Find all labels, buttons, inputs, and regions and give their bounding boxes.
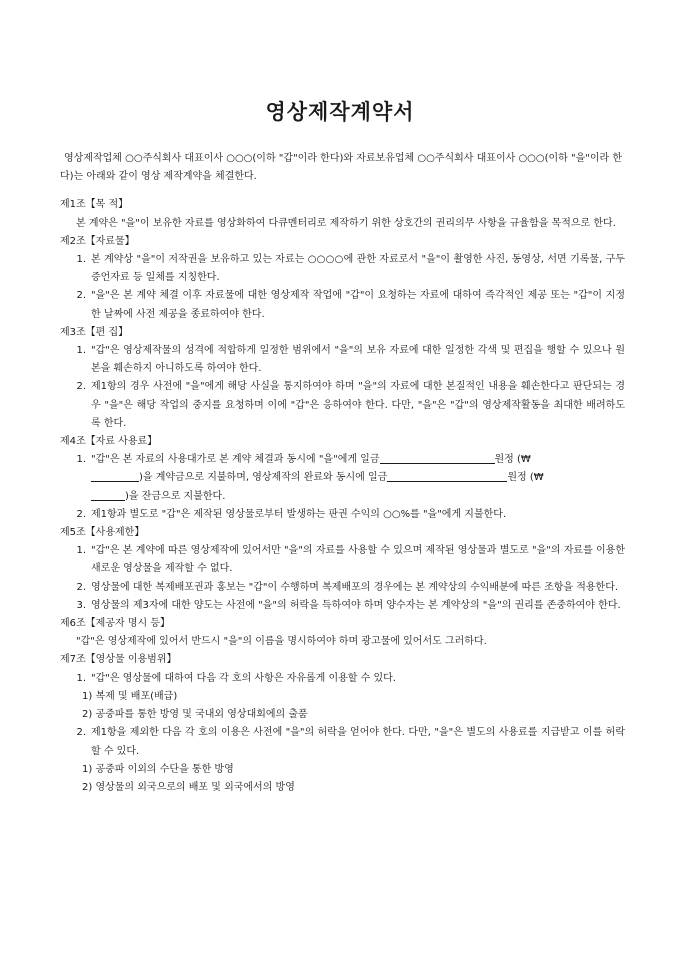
item-text: 본 계약상 "을"이 저작권을 보유하고 있는 자료는 ○○○○에 관한 자료로서 "을"이 촬영한 사진, 동영상, 서면 기록물, 구두 증언자료 등 일체를 지칭한다. [91, 254, 625, 284]
item-text: "을"은 본 계약 체결 이후 자료물에 대한 영상제작 작업에 "갑"이 요청하는 자료에 대하여 즉각적인 제공 또는 "갑"이 지정한 날짜에 사전 제공을 종료하여야 한다. [91, 290, 625, 320]
sub-item: 2) 공중파를 통한 방영 및 국내외 영상대회에의 출품 [82, 709, 308, 721]
item-number: 1. [76, 254, 86, 266]
sub-item: 1) 복제 및 배포(배급) [82, 690, 178, 702]
item-number: 2. [76, 508, 86, 520]
article-5-item [60, 542, 625, 578]
item-text: 영상물의 제3자에 대한 양도는 사전에 "을"의 허락을 득하여야 하며 양수자는 본 계약상의 "을"의 권리를 존중하여야 한다. [91, 599, 621, 611]
sub-item: 1) 공중파 이외의 수단을 통한 방영 [82, 763, 234, 775]
item-text: 영상물에 대한 복제배포권과 홍보는 "갑"이 수행하며 복제배포의 경우에는 본 계약상의 수익배분에 따른 조항을 적용한다. [91, 581, 619, 593]
article-5-heading: 제5조【사용제한】 [60, 527, 145, 539]
item-text: 제1항을 제외한 다음 각 호의 이용은 사전에 "을"의 허락을 얻어야 한다. 다만, "을"은 별도의 사용료를 지급받고 이를 허락할 수 있다. [91, 727, 625, 757]
fee-text-part: 원정 (₩ [494, 454, 531, 466]
item-text: "갑"은 영상제작물의 성격에 적합하게 일정한 범위에서 "을"의 보유 자료에 대한 일정한 각색 및 편집을 행할 수 있으나 원본을 훼손하지 아니하도록 하여야 한다. [91, 345, 625, 375]
article-4-item [60, 451, 625, 506]
fee-text-part: 원정 (₩ [507, 472, 544, 484]
item-text: "갑"은 본 계약에 따른 영상제작에 있어서만 "을"의 자료를 사용할 수 있으며 제작된 영상물과 별도로 "을"의 자료를 이용한 새로운 영상물을 제작할 수 없다. [91, 545, 625, 575]
item-number: 2. [76, 581, 86, 593]
article-4-heading: 제4조【자료 사용료】 [60, 436, 158, 448]
item-number: 1. [76, 672, 86, 684]
article-7-item [60, 670, 625, 688]
article-1-body: 본 계약은 "을"이 보유한 자료를 영상화하여 다큐멘터리로 제작하기 위한 상호간의 권리의무 사항을 규율함을 목적으로 한다. [76, 217, 616, 229]
item-text [91, 451, 625, 506]
fee-text-part: )을 잔금으로 지불한다. [125, 490, 226, 502]
intro-paragraph: 영상제작업체 ○○주식회사 대표이사 ○○○(이하 "갑"이라 한다)와 자료보유업체 ○○주식회사 대표이사 ○○○(이하 "을"이라 한다)는 아래와 같이 영상 제작계약을 체결한다. [60, 153, 623, 183]
article-3-item [60, 378, 625, 433]
article-3-heading: 제3조【편 집】 [60, 326, 129, 338]
item-text: 제1항의 경우 사전에 "을"에게 해당 사실을 통지하여야 하며 "을"의 자료에 대한 본질적인 내용을 훼손한다고 판단되는 경우 "을"은 해당 작업의 중지를 요청하며 이에 "갑"은 응하여야 한다. 다만, "을"은 "갑"의 영상제작활동을 최대한 배려하도록 한다. [91, 381, 625, 429]
fee-text-part: "갑"은 본 자료의 사용대가로 본 계약 체결과 동시에 "을"에게 일금 [91, 454, 380, 466]
article-6-heading: 제6조【제공자 명시 등】 [60, 618, 170, 630]
item-number: 1. [76, 454, 86, 466]
article-1-heading: 제1조【목 적】 [60, 199, 129, 211]
item-text: "갑"은 영상물에 대하여 다음 각 호의 사항은 자유롭게 이용할 수 있다. [91, 672, 396, 684]
item-text: 제1항과 별도로 "갑"은 제작된 영상물로부터 발생하는 판권 수익의 ○○%를 "을"에게 지불한다. [91, 508, 507, 520]
item-number: 1. [76, 345, 86, 357]
item-number: 2. [76, 290, 86, 302]
item-number: 2. [76, 381, 86, 393]
fee-amount-blank [380, 451, 495, 464]
article-4-item [60, 506, 625, 524]
article-7-heading: 제7조【영상물 이용범위】 [60, 654, 177, 666]
fee-amount-blank [387, 469, 507, 482]
article-5-item [60, 597, 625, 615]
article-3-item [60, 342, 625, 378]
item-number: 1. [76, 545, 86, 557]
item-number: 3. [76, 599, 86, 611]
fee-amount-blank [91, 469, 139, 482]
fee-amount-blank [91, 488, 125, 501]
article-2-item [60, 287, 625, 323]
article-2-item [60, 251, 625, 287]
contract-body [60, 150, 625, 797]
article-5-item [60, 579, 625, 597]
article-7-item [60, 724, 625, 760]
fee-text-part: )을 계약금으로 지불하며, 영상제작의 완료와 동시에 일금 [139, 472, 388, 484]
article-6-body: "갑"은 영상제작에 있어서 반드시 "을"의 이름을 명시하여야 하며 광고물에 있어서도 그러하다. [76, 636, 487, 648]
sub-item: 2) 영상물의 외국으로의 배포 및 외국에서의 방영 [82, 781, 295, 793]
document-title: 영상제작계약서 [265, 100, 415, 124]
article-2-heading: 제2조【자료물】 [60, 235, 135, 247]
item-number: 2. [76, 727, 86, 739]
